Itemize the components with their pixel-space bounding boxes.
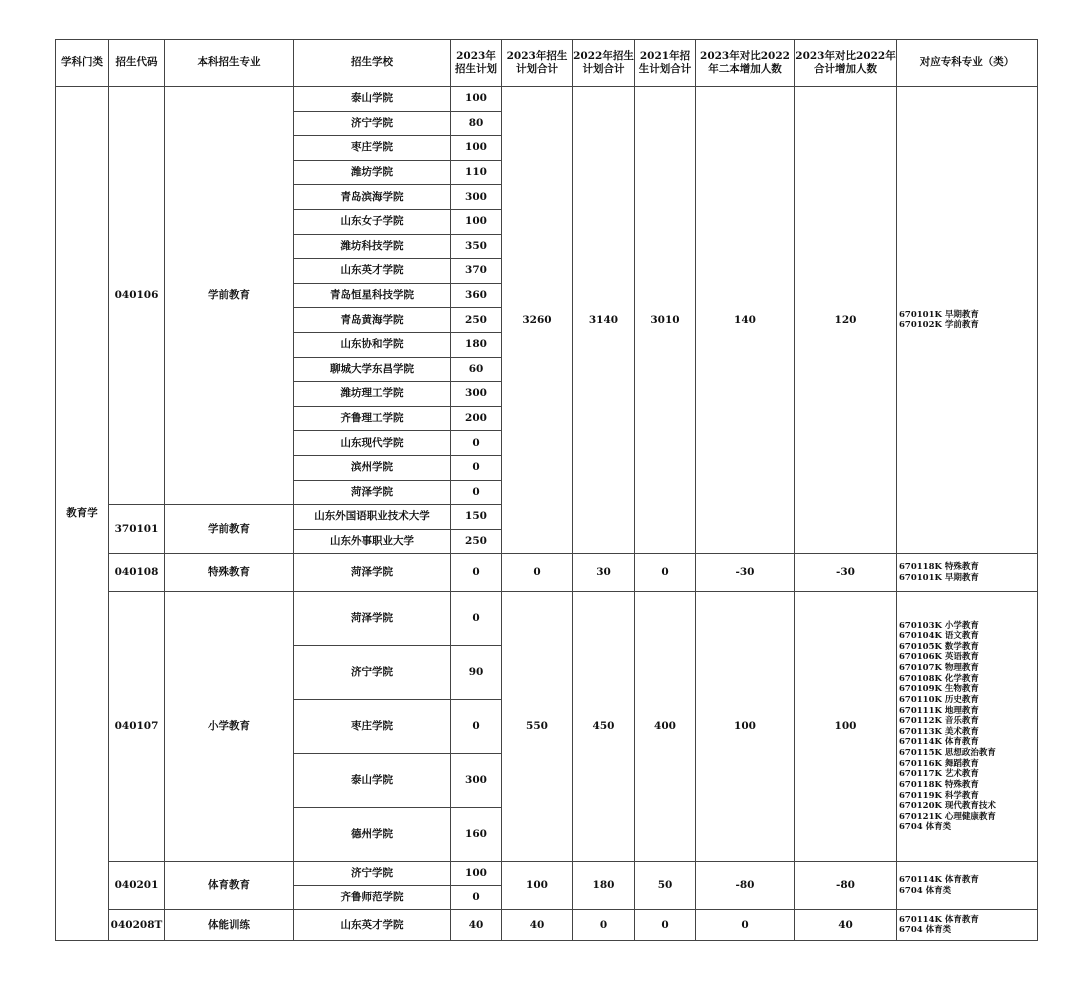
plan-count: 160 xyxy=(451,808,502,862)
increase-total: 120 xyxy=(795,87,897,554)
plan-count: 360 xyxy=(451,283,502,308)
table-row xyxy=(56,862,1038,886)
plan-count: 80 xyxy=(451,111,502,136)
school-name: 山东外国语职业技术大学 xyxy=(294,505,451,530)
school-name: 济宁学院 xyxy=(294,111,451,136)
major-code: 370101 xyxy=(109,505,165,554)
plan-count: 60 xyxy=(451,357,502,382)
school-name: 聊城大学东昌学院 xyxy=(294,357,451,382)
plan-count: 100 xyxy=(451,209,502,234)
header-cell: 对应专科专业（类） xyxy=(897,40,1038,87)
specialty-list xyxy=(897,87,1038,554)
specialty-item: 6704 体育类 xyxy=(899,885,952,896)
major-name: 小学教育 xyxy=(165,592,294,862)
school-name: 山东英才学院 xyxy=(294,910,451,941)
school-name: 山东协和学院 xyxy=(294,332,451,357)
total-2023: 3260 xyxy=(502,87,573,554)
specialty-item: 670101K 早期教育 xyxy=(899,309,979,320)
total-2021: 0 xyxy=(635,554,696,592)
plan-count: 0 xyxy=(451,592,502,646)
table-row xyxy=(56,554,1038,592)
specialty-item: 6704 体育类 xyxy=(899,925,952,936)
specialty-item: 670118K 特殊教育 xyxy=(899,779,979,790)
specialty-item: 670109K 生物教育 xyxy=(899,684,979,695)
increase-second-tier: -80 xyxy=(696,862,795,910)
plan-count: 250 xyxy=(451,529,502,554)
plan-count: 250 xyxy=(451,308,502,333)
plan-count: 0 xyxy=(451,700,502,754)
total-2023: 100 xyxy=(502,862,573,910)
plan-count: 90 xyxy=(451,646,502,700)
plan-count: 300 xyxy=(451,754,502,808)
specialty-item: 670105K 数学教育 xyxy=(899,641,979,652)
total-2022: 0 xyxy=(573,910,635,941)
plan-count: 110 xyxy=(451,160,502,185)
major-code: 040106 xyxy=(109,87,165,505)
plan-count: 0 xyxy=(451,554,502,592)
school-name: 德州学院 xyxy=(294,808,451,862)
specialty-item: 670118K 特殊教育 xyxy=(899,562,979,573)
specialty-item: 670110K 历史教育 xyxy=(899,694,979,705)
header-cell: 本科招生专业 xyxy=(165,40,294,87)
increase-total: -80 xyxy=(795,862,897,910)
header-cell: 招生学校 xyxy=(294,40,451,87)
total-2023: 0 xyxy=(502,554,573,592)
school-name: 齐鲁理工学院 xyxy=(294,406,451,431)
school-name: 山东英才学院 xyxy=(294,259,451,284)
school-name: 潍坊科技学院 xyxy=(294,234,451,259)
total-2021: 400 xyxy=(635,592,696,862)
specialty-item: 670121K 心理健康教育 xyxy=(899,811,996,822)
total-2022: 3140 xyxy=(573,87,635,554)
school-name: 济宁学院 xyxy=(294,646,451,700)
school-name: 枣庄学院 xyxy=(294,700,451,754)
increase-total: -30 xyxy=(795,554,897,592)
specialty-item: 670106K 英语教育 xyxy=(899,652,979,663)
major-code: 040208T xyxy=(109,910,165,941)
header-cell: 2022年招生计划合计 xyxy=(573,40,635,87)
header-cell: 2023年对比2022年合计增加人数 xyxy=(795,40,897,87)
major-code: 040108 xyxy=(109,554,165,592)
plan-count: 180 xyxy=(451,332,502,357)
plan-count: 300 xyxy=(451,185,502,210)
school-name: 青岛恒星科技学院 xyxy=(294,283,451,308)
plan-count: 0 xyxy=(451,480,502,505)
plan-count: 0 xyxy=(451,886,502,910)
major-name: 学前教育 xyxy=(165,505,294,554)
total-2022: 30 xyxy=(573,554,635,592)
plan-count: 100 xyxy=(451,136,502,161)
plan-count: 100 xyxy=(451,862,502,886)
table-row xyxy=(56,592,1038,646)
specialty-item: 670102K 学前教育 xyxy=(899,320,979,331)
header-row xyxy=(56,40,1038,87)
plan-count: 350 xyxy=(451,234,502,259)
plan-count: 300 xyxy=(451,382,502,407)
specialty-item: 670114K 体育教育 xyxy=(899,875,979,886)
specialty-item: 670107K 物理教育 xyxy=(899,663,979,674)
header-cell: 2021年招生计划合计 xyxy=(635,40,696,87)
school-name: 菏泽学院 xyxy=(294,554,451,592)
total-2022: 450 xyxy=(573,592,635,862)
plan-count: 0 xyxy=(451,455,502,480)
increase-total: 100 xyxy=(795,592,897,862)
header-cell: 2023年招生计划 xyxy=(451,40,502,87)
specialty-item: 670101K 早期教育 xyxy=(899,572,979,583)
header-cell: 招生代码 xyxy=(109,40,165,87)
specialty-item: 670104K 语文教育 xyxy=(899,631,979,642)
header-cell: 2023年招生计划合计 xyxy=(502,40,573,87)
increase-second-tier: -30 xyxy=(696,554,795,592)
school-name: 泰山学院 xyxy=(294,87,451,112)
school-name: 山东现代学院 xyxy=(294,431,451,456)
specialty-item: 670108K 化学教育 xyxy=(899,673,979,684)
specialty-item: 670103K 小学教育 xyxy=(899,620,979,631)
school-name: 泰山学院 xyxy=(294,754,451,808)
specialty-item: 670117K 艺术教育 xyxy=(899,769,979,780)
total-2022: 180 xyxy=(573,862,635,910)
header-cell: 2023年对比2022年二本增加人数 xyxy=(696,40,795,87)
total-2021: 0 xyxy=(635,910,696,941)
table-row xyxy=(56,87,1038,112)
specialty-item: 670116K 舞蹈教育 xyxy=(899,758,979,769)
school-name: 潍坊理工学院 xyxy=(294,382,451,407)
school-name: 济宁学院 xyxy=(294,862,451,886)
increase-second-tier: 0 xyxy=(696,910,795,941)
major-name: 体育教育 xyxy=(165,862,294,910)
specialty-item: 670115K 思想政治教育 xyxy=(899,748,996,759)
specialty-list xyxy=(897,554,1038,592)
major-code: 040107 xyxy=(109,592,165,862)
header-cell: 学科门类 xyxy=(56,40,109,87)
major-name: 体能训练 xyxy=(165,910,294,941)
specialty-list xyxy=(897,862,1038,910)
school-name: 齐鲁师范学院 xyxy=(294,886,451,910)
plan-count: 150 xyxy=(451,505,502,530)
increase-second-tier: 140 xyxy=(696,87,795,554)
specialty-item: 670114K 体育教育 xyxy=(899,914,979,925)
specialty-item: 670119K 科学教育 xyxy=(899,790,979,801)
school-name: 山东外事职业大学 xyxy=(294,529,451,554)
specialty-item: 670111K 地理教育 xyxy=(899,705,979,716)
major-name: 特殊教育 xyxy=(165,554,294,592)
major-code: 040201 xyxy=(109,862,165,910)
plan-count: 40 xyxy=(451,910,502,941)
plan-count: 200 xyxy=(451,406,502,431)
school-name: 菏泽学院 xyxy=(294,480,451,505)
total-2023: 40 xyxy=(502,910,573,941)
school-name: 枣庄学院 xyxy=(294,136,451,161)
specialty-item: 670120K 现代教育技术 xyxy=(899,801,996,812)
total-2023: 550 xyxy=(502,592,573,862)
increase-second-tier: 100 xyxy=(696,592,795,862)
specialty-item: 670113K 美术教育 xyxy=(899,726,979,737)
plan-count: 370 xyxy=(451,259,502,284)
school-name: 菏泽学院 xyxy=(294,592,451,646)
school-name: 潍坊学院 xyxy=(294,160,451,185)
specialty-item: 670114K 体育教育 xyxy=(899,737,979,748)
specialty-item: 6704 体育类 xyxy=(899,822,952,833)
table-row xyxy=(56,910,1038,941)
enrollment-plan-table xyxy=(55,39,1038,941)
increase-total: 40 xyxy=(795,910,897,941)
plan-count: 0 xyxy=(451,431,502,456)
school-name: 山东女子学院 xyxy=(294,209,451,234)
specialty-item: 670112K 音乐教育 xyxy=(899,716,979,727)
school-name: 青岛黄海学院 xyxy=(294,308,451,333)
total-2021: 3010 xyxy=(635,87,696,554)
major-name: 学前教育 xyxy=(165,87,294,505)
total-2021: 50 xyxy=(635,862,696,910)
school-name: 青岛滨海学院 xyxy=(294,185,451,210)
discipline-cell: 教育学 xyxy=(56,87,109,941)
specialty-list xyxy=(897,592,1038,862)
school-name: 滨州学院 xyxy=(294,455,451,480)
plan-count: 100 xyxy=(451,87,502,112)
specialty-list xyxy=(897,910,1038,941)
